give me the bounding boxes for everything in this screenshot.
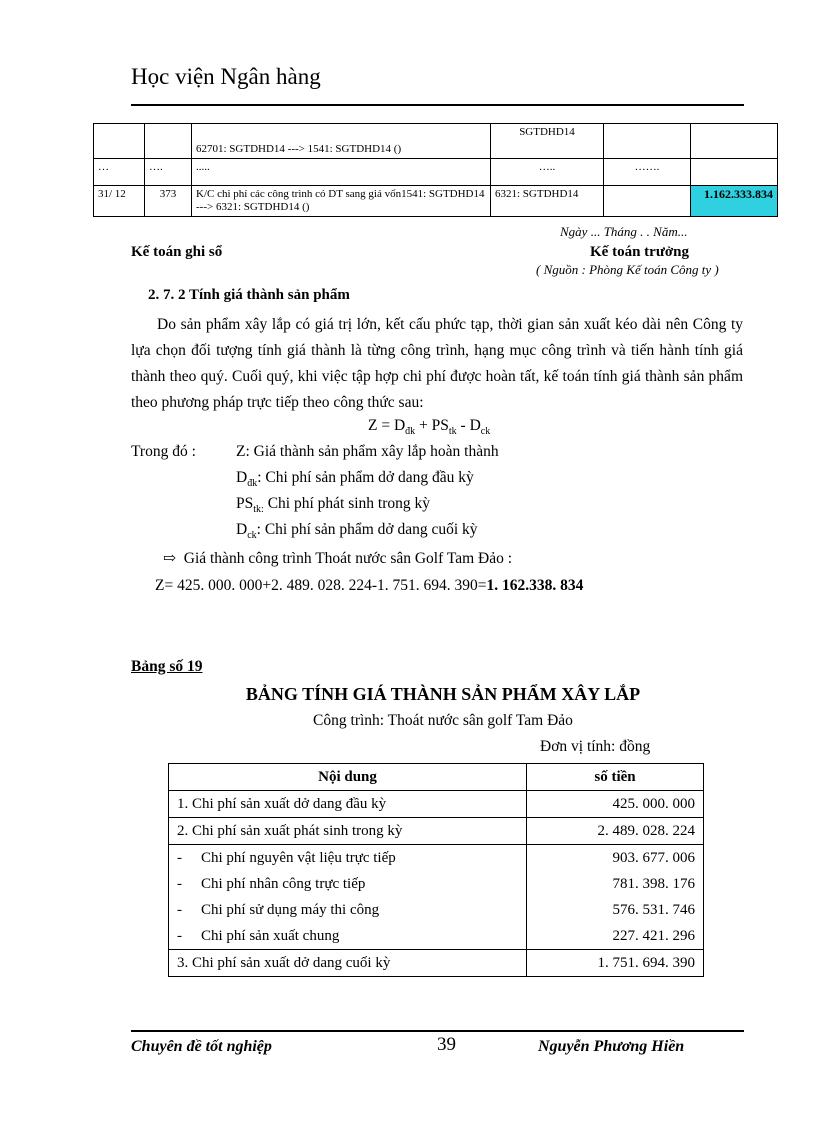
table-row xyxy=(169,950,704,977)
dash: - xyxy=(177,927,182,944)
dash: - xyxy=(177,849,182,866)
row-value: 1. 751. 694. 390 xyxy=(527,950,704,977)
arrow-right-icon: ⇨ xyxy=(163,550,176,567)
dash: - xyxy=(177,875,182,892)
def-text: : Chi phí sản phẩm dở dang cuối kỳ xyxy=(256,521,478,538)
ledger-cell: ….. xyxy=(491,159,604,186)
sub-label: Chi phí nhân công trực tiếp xyxy=(201,875,366,892)
col-content-header: Nội dung xyxy=(169,764,527,791)
ledger-cell: …. xyxy=(145,159,192,186)
table-row xyxy=(169,871,704,897)
sub-row-label xyxy=(169,897,527,923)
table-subtitle: Công trình: Thoát nước sân golf Tam Đảo xyxy=(313,712,573,729)
ledger-cell xyxy=(604,186,691,217)
section-heading: 2. 7. 2 Tính giá thành sản phẩm xyxy=(148,287,350,303)
footer-author: Nguyễn Phương Hiền xyxy=(538,1038,685,1055)
result-intro-text: Giá thành công trình Thoát nước sân Golf Tam Đảo : xyxy=(183,550,513,567)
ledger-cell xyxy=(691,159,778,186)
sub-row-label xyxy=(169,845,527,872)
ledger-cell: SGTDHD14 xyxy=(491,124,604,159)
page-header-title: Học viện Ngân hàng xyxy=(131,64,321,89)
dash: - xyxy=(177,901,182,918)
signer-left: Kế toán ghi sổ xyxy=(131,244,223,260)
ledger-cell: 31/ 12 xyxy=(94,186,145,217)
def-symbol: PS xyxy=(236,495,254,512)
formula-sub: đk xyxy=(405,426,416,438)
ledger-cell: ……. xyxy=(604,159,691,186)
footer-left: Chuyên đề tốt nghiệp xyxy=(131,1038,272,1055)
result-intro xyxy=(163,549,512,568)
row-value: 227. 421. 296 xyxy=(527,923,704,950)
signer-right: Kế toán trưởng xyxy=(590,244,689,260)
ledger-cell xyxy=(145,124,192,159)
ledger-cell xyxy=(691,124,778,159)
where-label: Trong đó : xyxy=(131,443,196,460)
row-label: 1. Chi phí sản xuất dở dang đầu kỳ xyxy=(169,791,527,818)
table-row xyxy=(94,186,778,217)
def-text: : Chi phí sản phẩm dở dang đầu kỳ xyxy=(257,469,474,486)
sub-label: Chi phí sử dụng máy thi công xyxy=(201,901,380,918)
row-value: 425. 000. 000 xyxy=(527,791,704,818)
definition-z: Z: Giá thành sản phẩm xây lắp hoàn thành xyxy=(236,443,499,460)
z-calc-text: Z= 425. 000. 000+2. 489. 028. 224-1. 751. 694. 390= xyxy=(155,577,487,594)
formula-part: - D xyxy=(456,417,481,434)
table-row xyxy=(169,897,704,923)
ledger-cell: 373 xyxy=(145,186,192,217)
sub-row-label xyxy=(169,923,527,950)
definition-ps xyxy=(236,495,430,515)
table-row xyxy=(169,923,704,950)
table-label: Bảng số 19 xyxy=(131,658,203,675)
table-row xyxy=(169,791,704,818)
def-sub: tk: xyxy=(253,504,264,516)
def-symbol: D xyxy=(236,469,248,486)
col-amount-header: số tiền xyxy=(527,764,704,791)
def-symbol: D xyxy=(236,521,248,538)
definition-ck xyxy=(236,521,478,541)
ledger-cell: 62701: SGTDHD14 ---> 1541: SGTDHD14 () xyxy=(192,124,491,159)
formula-part: + PS xyxy=(415,417,449,434)
row-label: 3. Chi phí sản xuất dở dang cuối kỳ xyxy=(169,950,527,977)
row-value: 903. 677. 006 xyxy=(527,845,704,872)
row-label: 2. Chi phí sản xuất phát sinh trong kỳ xyxy=(169,818,527,845)
table-row xyxy=(94,124,778,159)
date-line: Ngày ... Tháng . . Năm... xyxy=(560,224,688,239)
header-rule xyxy=(131,104,744,106)
footer-rule xyxy=(131,1030,744,1032)
table-row xyxy=(169,845,704,872)
source-note: ( Nguồn : Phòng Kế toán Công ty ) xyxy=(536,262,719,277)
paragraph-text: Do sản phẩm xây lắp có giá trị lớn, kết cấu phức tạp, thời gian sản xuất kéo dài nên Công ty lựa chọn đối tượng tính giá thành là từng công trình, hạng mục công trình và tiến hành tính giá thành theo quý. Cuối quý, khi việc tập hợp chi phí được hoàn tất, kế toán tính giá thành sản phẩm theo phương pháp trực tiếp theo công thức sau: xyxy=(131,316,743,411)
def-sub: đk xyxy=(247,478,258,490)
formula-sub: ck xyxy=(480,426,491,438)
def-sub: ck xyxy=(247,530,257,542)
body-paragraph xyxy=(131,312,743,416)
z-result: 1. 162.338. 834 xyxy=(486,577,584,594)
definition-dk xyxy=(236,469,474,489)
highlighted-amount: 1.162.333.834 xyxy=(691,186,778,217)
ledger-table xyxy=(93,123,778,217)
ledger-cell xyxy=(94,124,145,159)
sub-label: Chi phí nguyên vật liệu trực tiếp xyxy=(201,849,396,866)
ledger-cell: … xyxy=(94,159,145,186)
table-row xyxy=(169,818,704,845)
ledger-cell xyxy=(604,124,691,159)
def-text: Chi phí phát sinh trong kỳ xyxy=(263,495,431,512)
row-value: 576. 531. 746 xyxy=(527,897,704,923)
ledger-cell: K/C chi phí các công trình có DT sang giá vốn1541: SGTDHD14 ---> 6321: SGTDHD14 () xyxy=(192,186,491,217)
table-header-row xyxy=(169,764,704,791)
ledger-cell: 6321: SGTDHD14 xyxy=(491,186,604,217)
sub-row-label xyxy=(169,871,527,897)
z-calculation xyxy=(155,577,583,595)
page-number: 39 xyxy=(437,1034,456,1055)
cost-table xyxy=(168,763,704,977)
table-row xyxy=(94,159,778,186)
ledger-cell: ..... xyxy=(192,159,491,186)
unit-label: Đơn vị tính: đồng xyxy=(540,738,651,755)
formula xyxy=(368,417,490,437)
table-title: BẢNG TÍNH GIÁ THÀNH SẢN PHẨM XÂY LẮP xyxy=(245,684,641,704)
row-value: 781. 398. 176 xyxy=(527,871,704,897)
sub-label: Chi phí sản xuất chung xyxy=(201,927,340,944)
row-value: 2. 489. 028. 224 xyxy=(527,818,704,845)
formula-sub: tk xyxy=(448,426,457,438)
formula-part: Z = D xyxy=(368,417,406,434)
